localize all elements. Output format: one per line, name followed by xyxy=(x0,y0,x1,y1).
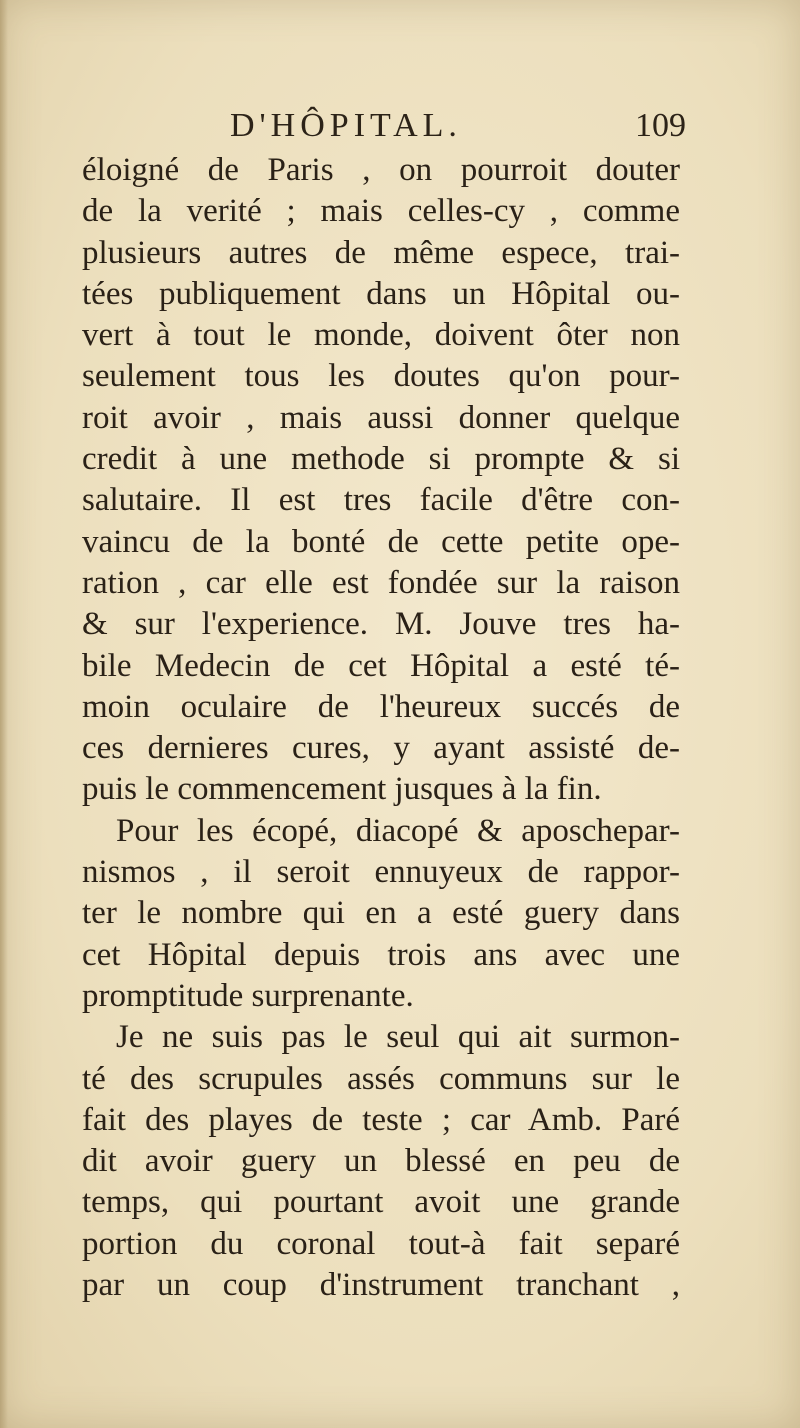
text-line: vert à tout le monde, doivent ôter non xyxy=(82,317,680,354)
text-line: credit à une methode si prompte & si xyxy=(82,441,680,478)
text-line: éloigné de Paris , on pourroit douter xyxy=(82,152,680,188)
text-line: roit avoir , mais aussi donner quelque xyxy=(82,399,680,436)
running-head xyxy=(86,103,686,149)
text-line: puis le commencement jusques à la fin. xyxy=(82,771,602,808)
text-line: seulement tous les doutes qu'on pour- xyxy=(82,358,680,395)
text-line: salutaire. Il est tres facile d'être con- xyxy=(82,482,680,519)
text-line: moin oculaire de l'heureux succés de xyxy=(82,688,680,725)
text-line: de la verité ; mais celles-cy , comme xyxy=(82,193,680,230)
text-line: ration , car elle est fondée sur la raison xyxy=(82,564,680,601)
text-line: tées publiquement dans un Hôpital ou- xyxy=(82,275,680,312)
text-line: Pour les écopé, diacopé & aposchepar- xyxy=(116,812,680,849)
text-line: té des scrupules assés communs sur le xyxy=(82,1060,680,1097)
text-line: portion du coronal tout-à fait separé xyxy=(82,1225,680,1262)
text-line: fait des playes de teste ; car Amb. Paré xyxy=(82,1101,680,1138)
text-line: dit avoir guery un blessé en peu de xyxy=(82,1143,680,1180)
body-text xyxy=(82,150,680,1306)
text-line: bile Medecin de cet Hôpital a esté té- xyxy=(82,647,680,684)
text-line: par un coup d'instrument tranchant , xyxy=(82,1267,680,1304)
text-line: Je ne suis pas le seul qui ait surmon- xyxy=(116,1019,680,1056)
text-line: vaincu de la bonté de cette petite ope- xyxy=(82,523,680,560)
text-line: temps, qui pourtant avoit une grande xyxy=(82,1184,680,1221)
text-line: ter le nombre qui en a esté guery dans xyxy=(82,895,680,932)
text-line: & sur l'experience. M. Jouve tres ha- xyxy=(82,606,680,643)
page-number: 109 xyxy=(635,107,686,144)
text-line: ces dernieres cures, y ayant assisté de- xyxy=(82,730,680,767)
text-line: cet Hôpital depuis trois ans avec une xyxy=(82,936,680,973)
text-line: promptitude surprenante. xyxy=(82,977,414,1014)
running-title: D'HÔPITAL. xyxy=(230,107,462,144)
text-line: nismos , il seroit ennuyeux de rappor- xyxy=(82,854,680,891)
text-line: plusieurs autres de même espece, trai- xyxy=(82,234,680,271)
